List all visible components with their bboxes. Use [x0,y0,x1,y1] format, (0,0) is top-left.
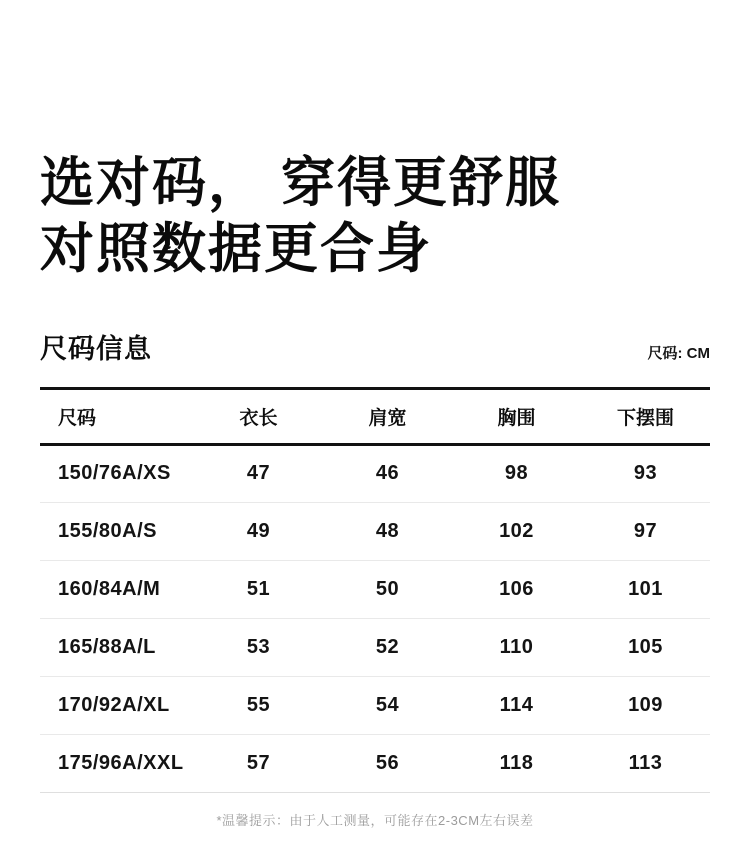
value-cell: 46 [375,462,400,485]
table-row [40,676,710,734]
value-cell: 55 [246,693,271,716]
value-cell: 56 [375,751,400,774]
value-cell: 118 [499,751,534,774]
size-cell: 165/88A/L [58,635,156,658]
size-section-title: 尺码信息 [40,333,152,364]
size-cell: 160/84A/M [58,577,161,600]
header-cell-length: 衣长 [239,407,278,429]
header-cell-hem: 下摆围 [616,407,674,429]
table-row [40,618,710,676]
value-cell: 114 [499,693,534,716]
size-cell: 170/92A/XL [58,693,170,716]
value-cell: 49 [246,519,271,542]
value-cell: 54 [375,693,400,716]
header-cell-chest: 胸围 [497,407,536,429]
value-cell: 48 [375,519,400,542]
hero-heading-line2: 对照数据更合身 [40,219,432,280]
value-cell: 101 [628,577,663,600]
value-cell: 53 [246,635,271,658]
value-cell: 97 [633,519,658,542]
value-cell: 50 [375,577,400,600]
value-cell: 51 [246,577,271,600]
header-row [40,388,710,444]
value-cell: 102 [499,519,534,542]
header-cell-shoulder: 肩宽 [368,407,407,429]
table-row [40,734,710,792]
value-cell: 93 [633,462,658,485]
header-cell-size: 尺码 [58,407,97,429]
value-cell: 52 [375,635,400,658]
table-row [40,560,710,618]
value-cell: 113 [628,751,663,774]
value-cell: 106 [499,577,534,600]
table-row [40,502,710,560]
value-cell: 110 [499,635,534,658]
hero-heading-line1: 选对码， 穿得更舒服 [40,153,562,213]
measurement-disclaimer: *温馨提示：由于人工测量，可能存在2-3CM左右误差 [216,812,534,828]
size-section-header [40,327,710,366]
hero-heading [40,0,710,283]
size-unit-label: 尺码: CM [647,344,710,362]
table-row [40,444,710,502]
value-cell: 109 [628,693,663,716]
value-cell: 57 [246,751,271,774]
value-cell: 105 [628,635,663,658]
size-cell: 175/96A/XXL [58,751,184,774]
size-table [40,387,710,793]
value-cell: 98 [504,462,529,485]
size-table-body [40,444,710,792]
size-cell: 155/80A/S [58,519,158,542]
value-cell: 47 [246,462,271,485]
size-table-head [40,388,710,444]
size-cell: 150/76A/XS [58,462,171,485]
